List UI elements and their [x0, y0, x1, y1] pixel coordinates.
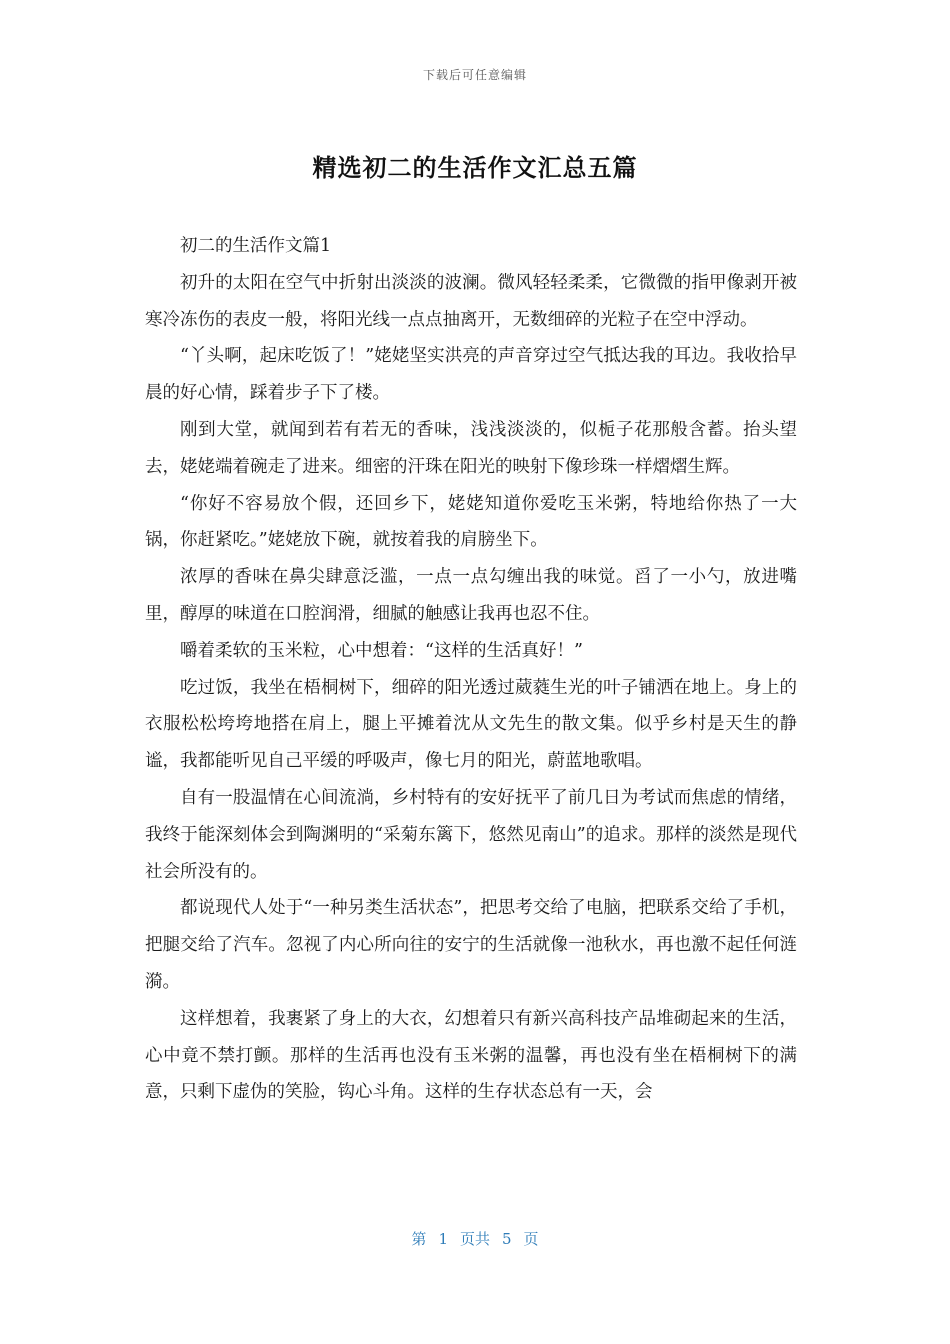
- paragraph: 初升的太阳在空气中折射出淡淡的波澜。微风轻轻柔柔，它微微的指甲像剥开被寒冷冻伤的表皮一般，将阳光线一点点抽离开，无数细碎的光粒子在空中浮动。: [145, 272, 797, 330]
- current-page-number: 1: [438, 1230, 448, 1248]
- page-label-mid: 页共: [459, 1230, 490, 1248]
- paragraph: “丫头啊，起床吃饭了！”姥姥坚实洪亮的声音穿过空气抵达我的耳边。我收拾早晨的好心情，踩着步子下了楼。: [145, 346, 797, 404]
- paragraph: 这样想着，我裹紧了身上的大衣，幻想着只有新兴高科技产品堆砌起来的生活，心中竟不禁打颤。那样的生活再也没有玉米粥的温馨，再也没有坐在梧桐树下的满意，只剩下虚伪的笑脸，钩心斗角。这样的生存状态总有一天，会: [145, 1008, 797, 1103]
- paragraph: 嚼着柔软的玉米粒，心中想着：“这样的生活真好！”: [180, 640, 583, 661]
- section-heading: 初二的生活作文篇1: [180, 236, 332, 256]
- paragraph: 自有一股温情在心间流淌，乡村特有的安好抚平了前几日为考试而焦虑的情绪，我终于能深刻体会到陶渊明的“采菊东篱下，悠然见南山”的追求。那样的淡然是现代社会所没有的。: [145, 787, 797, 882]
- page-label-prefix: 第: [411, 1230, 427, 1248]
- page-header-note: 下载后可任意编辑: [422, 68, 527, 82]
- page-number-footer: [0, 1228, 950, 1249]
- document-body: [145, 228, 797, 1111]
- paragraph: 浓厚的香味在鼻尖肆意泛滥，一点一点勾缠出我的味觉。舀了一小勺，放进嘴里，醇厚的味道在口腔润滑，细腻的触感让我再也忍不住。: [145, 567, 797, 624]
- paragraph: 刚到大堂，就闻到若有若无的香味，浅浅淡淡的，似栀子花那般含蓄。抬头望去，姥姥端着碗走了进来。细密的汗珠在阳光的映射下像珍珠一样熠熠生辉。: [145, 419, 797, 477]
- paragraph: “你好不容易放个假，还回乡下，姥姥知道你爱吃玉米粥，特地给你热了一大锅，你赶紧吃。”姥姥放下碗，就按着我的肩膀坐下。: [145, 493, 797, 551]
- paragraph: 都说现代人处于“一种另类生活状态”，把思考交给了电脑，把联系交给了手机，把腿交给了汽车。忽视了内心所向往的安宁的生活就像一池秋水，再也激不起任何涟漪。: [145, 898, 797, 992]
- document-title: 精选初二的生活作文汇总五篇: [312, 154, 638, 182]
- page-label-suffix: 页: [523, 1230, 539, 1248]
- total-pages-number: 5: [502, 1230, 512, 1248]
- paragraph: 吃过饭，我坐在梧桐树下，细碎的阳光透过葳蕤生光的叶子铺洒在地上。身上的衣服松松垮垮地搭在肩上，腿上平摊着沈从文先生的散文集。似乎乡村是天生的静谧，我都能听见自己平缓的呼吸声，像七月的阳光，蔚蓝地歌唱。: [145, 677, 797, 772]
